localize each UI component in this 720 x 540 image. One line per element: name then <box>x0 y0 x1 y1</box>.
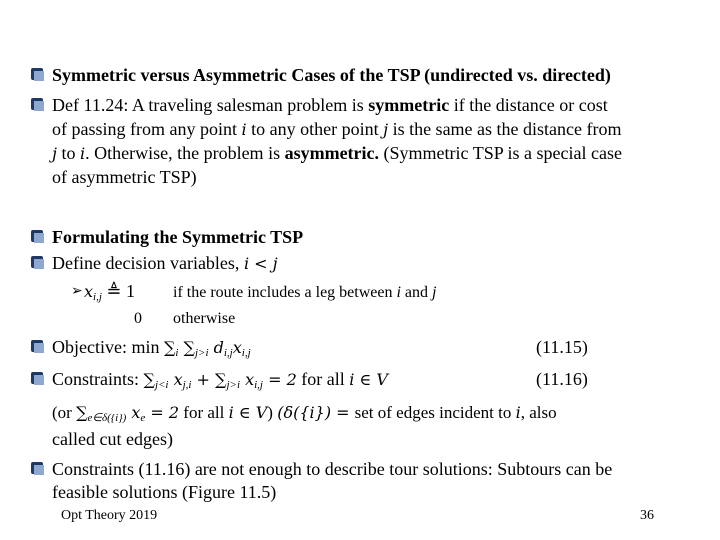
bullet-icon <box>31 230 45 244</box>
definition-line-1: Def 11.24: A traveling salesman problem is symmetric if the distance or cost <box>52 95 608 115</box>
definition-line-2: of passing from any point i to any other point j is the same as the distance from <box>52 119 622 139</box>
bullet-icon <box>31 462 45 476</box>
bullet-icon <box>31 340 45 354</box>
subsection-title: Formulating the Symmetric TSP <box>52 227 304 247</box>
arrow-bullet-icon: ➢ <box>71 284 83 299</box>
definition-line-4: of asymmetric TSP) <box>52 167 197 187</box>
alternate-constraint: (or $\sum_{e\in\delta(\{i\})}$ $x_e = 2$ for all i ∈ V) (δ({i}) = set of edges incident to i, also <box>52 403 557 424</box>
bullet-icon <box>31 98 45 112</box>
equation-number-11-16: (11.16) <box>536 369 588 389</box>
variable-definition: $x_{i,j}$ ≜ 1 <box>84 281 135 303</box>
constraints: Constraints: $\sum_{j<i}$ $x_{j,i} + \sum_{j>i}$ $x_{i,j} = 2$ for all i ∈ V <box>52 369 388 391</box>
equation-number-11-15: (11.15) <box>536 337 588 357</box>
variable-zero: 0 <box>134 310 142 327</box>
section-title: Symmetric versus Asymmetric Cases of the TSP (undirected vs. directed) <box>52 65 611 85</box>
bullet-icon <box>31 68 45 82</box>
variable-otherwise: otherwise <box>173 310 236 327</box>
alternate-constraint-line-2: called cut edges) <box>52 429 173 449</box>
objective: Objective: $\min \sum_i$ $\sum_{j>i}$ $d_{i,j}x_{i,j}$ <box>52 337 251 359</box>
definition-line-3: j to i. Otherwise, the problem is asymmetric. (Symmetric TSP is a special case <box>52 143 622 163</box>
bullet-icon <box>31 372 45 386</box>
footer-course: Opt Theory 2019 <box>61 508 158 523</box>
variable-condition: if the route includes a leg between i and j <box>173 284 437 301</box>
page-number: 36 <box>640 508 654 523</box>
define-variables: Define decision variables, i < j <box>52 253 278 273</box>
bullet-icon <box>31 256 45 270</box>
subtour-note-line-1: Constraints (11.16) are not enough to describe tour solutions: Subtours can be <box>52 459 613 479</box>
subtour-note-line-2: feasible solutions (Figure 11.5) <box>52 482 277 502</box>
